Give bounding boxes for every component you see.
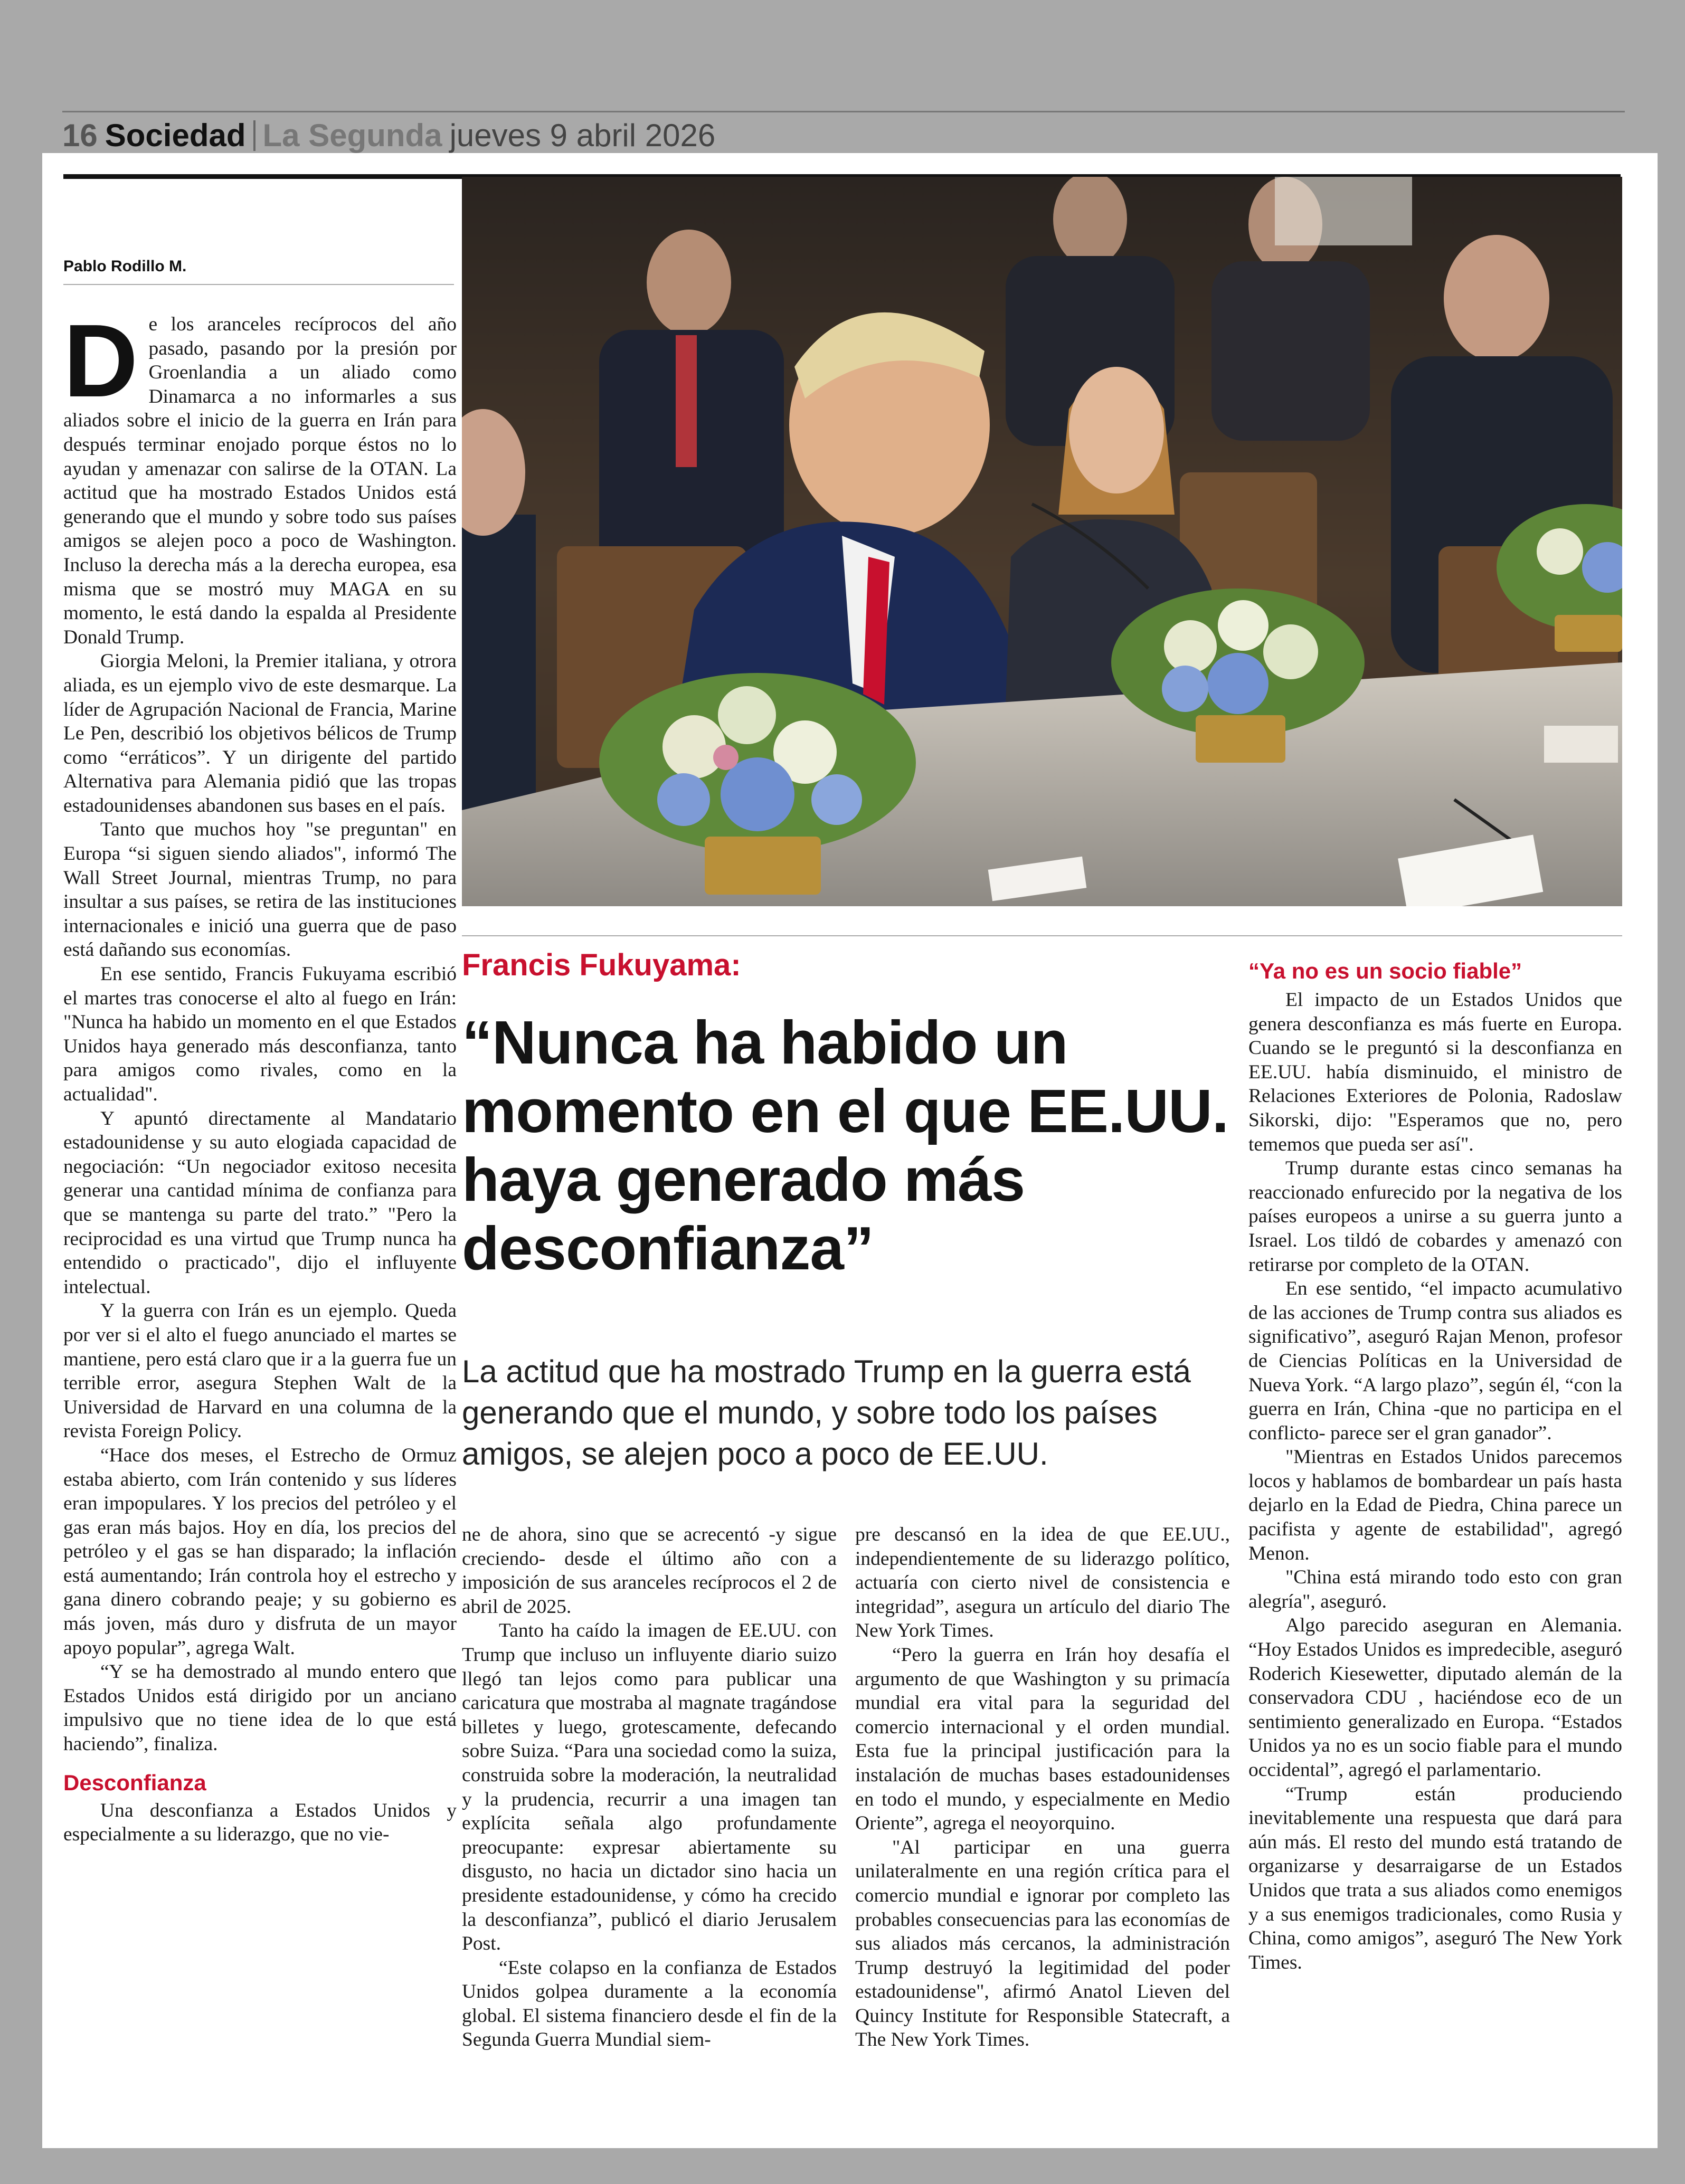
subhead-desconfianza: Desconfianza <box>63 1770 206 1795</box>
publication-name: La Segunda <box>262 118 442 153</box>
paragraph: Tanto que muchos hoy "se preguntan" en Europa “si siguen siendo aliados", informó The Wall Street Journal, mientras Trump, no para insultar a sus países, se retira de las instituciones internacionales e inició una guerra que de paso está dañando sus economías. <box>63 819 457 961</box>
lead-paragraph <box>63 312 457 649</box>
paragraph: En ese sentido, “el impacto acumulativo de las acciones de Trump contra sus aliados es significativo”, aseguró Rajan Menon, profesor de Ciencias Políticas en la Universidad de Nueva York. “A largo plazo”, según él, “con la guerra en Irán, China -que no participa en el conflicto- parece ser el gran ganador”. <box>1248 1278 1622 1444</box>
column-1 <box>63 312 457 2049</box>
deck: La actitud que ha mostrado Trump en la guerra está generando que el mundo, y sobre todo los países amigos, se alejen poco a poco de EE.UU. <box>462 1354 1191 1471</box>
paragraph: "Mientras en Estados Unidos parecemos locos y hablamos de bombardear un país hasta dejarlo en la Edad de Piedra, China parece un pacifista y agente de estabilidad", agregó Menon. <box>1248 1446 1622 1564</box>
column-4 <box>1248 955 1622 2053</box>
byline-rule <box>63 284 454 285</box>
newspaper-page <box>42 153 1658 2148</box>
byline: Pablo Rodillo M. <box>63 258 187 275</box>
headline: “Nunca ha habido un momento en el que EE.UU. haya generado más desconfianza” <box>462 1008 1228 1283</box>
section-name: Sociedad <box>105 118 246 153</box>
attendee-left <box>462 409 536 831</box>
paragraph: “Hace dos meses, el Estrecho de Ormuz estaba abierto, com Irán contenido y sus líderes eran impopulares. Y los precios del petróleo y el gas eran más bajos. Hoy en día, los precios del petróleo y el gas se han disparado; la inflación está aumentando; Irán controla hoy el estrecho y gana dinero cobrando peaje; y su gobierno es más joven, más duro y disfruta de un mayor apoyo popular”, agrega Walt. <box>63 1444 457 1659</box>
paragraph: Trump durante estas cinco semanas ha reaccionado enfurecido por la negativa de los países europeos a unirse a su guerra junto a Israel. Los tildó de cobardes y amenazó con retirarse por completo de la OTAN. <box>1248 1157 1622 1276</box>
paragraph: "Al participar en una guerra unilateralmente en una región crítica para el comercio mundial e ignorar por completo las probables consecuencias para las economías de sus aliados más cercanos, la administración Trump destruyó la legitimidad del poder estadounidense", afirmó Anatol Lieven del Quincy Institute for Responsible Statecraft, a The New York Times. <box>855 1836 1230 2050</box>
paragraph: ne de ahora, sino que se acrecentó -y sigue creciendo- desde el último año con a imposición de sus aranceles recíprocos el 2 de abril de 2025. <box>462 1524 837 1618</box>
page-header <box>62 117 715 154</box>
paragraph: "China está mirando todo esto con gran alegría", aseguró. <box>1248 1566 1622 1612</box>
paragraph: En ese sentido, Francis Fukuyama escribió el martes tras conocerse el alto al fuego en Irán: "Nunca ha habido un momento en el que Estados Unidos haya generado más desconfianza, tanto para amigos como rivales, como en la actualidad". <box>63 963 457 1105</box>
paragraph: El impacto de un Estados Unidos que genera desconfianza es más fuerte en Europa. Cuando se le preguntó si la desconfianza en EE.UU. había disminuido, el ministro de Relaciones Exteriores de Polonia, Radoslaw Sikorski, dijo: "Esperamos que no, pero tememos que pueda ser así". <box>1248 989 1622 1155</box>
column-2 <box>462 1523 837 2050</box>
header-rule <box>62 111 1625 112</box>
dropcap: D <box>63 312 138 419</box>
subhead-socio-fiable: “Ya no es un socio fiable” <box>1248 958 1522 983</box>
issue-date: jueves 9 abril 2026 <box>449 118 716 153</box>
paragraph: “Este colapso en la confianza de Estados Unidos golpea duramente a la economía global. El sistema financiero desde el fin de la Segunda Guerra Mundial siem- <box>462 1957 837 2050</box>
paragraph: “Trump están produciendo inevitablemente una respuesta que dará para aún más. El resto del mundo está tratando de organizarse y desarraigarse de un Estados Unidos que trata a sus aliados como enemigos y a sus enemigos tradicionales, como Rusia y China, como amigos”, aseguró The New York Times. <box>1248 1783 1622 1973</box>
kicker: Francis Fukuyama: <box>462 948 741 982</box>
photo-rule <box>462 935 1622 936</box>
paragraph: pre descansó en la idea de que EE.UU., independientemente de su liderazgo político, actuaría con cierto nivel de consistencia e integridad”, asegura un artículo del diario The New York Times. <box>855 1524 1230 1642</box>
lead-text: e los aranceles recíprocos del año pasado, pasando por la presión por Groenlandia a un aliado como Dinamarca a no informarles a sus aliados sobre el inicio de la guerra en Irán para después terminar enojado porque éstos no lo ayudan y amenazar con salirse de la OTAN. La actitud que ha mostrado Estados Unidos está generando que el mundo y sobre todo sus países amigos se alejen poco a poco de Washington. Incluso la derecha más a la derecha europea, esa misma que se mostró muy MAGA en su momento, le está dando la espalda al Presidente Donald Trump. <box>63 314 457 648</box>
column-3 <box>855 1523 1230 2050</box>
paragraph: Una desconfianza a Estados Unidos y especialmente a su liderazgo, que no vie- <box>63 1799 457 1846</box>
lead-photo <box>462 177 1622 906</box>
paragraph: Algo parecido aseguran en Alemania. “Hoy Estados Unidos es impredecible, aseguró Roderich Kiesewetter, diputado alemán de la conservadora CDU , haciéndose eco de un sentimiento generalizado en Europa. “Estados Unidos ya no es un socio fiable para el mundo occidental”, agregó el parlamentario. <box>1248 1615 1622 1781</box>
page-number: 16 <box>62 118 98 153</box>
paragraph: Giorgia Meloni, la Premier italiana, y otrora aliada, es un ejemplo vivo de este desmarque. La líder de Agrupación Nacional de Francia, Marine Le Pen, describió los objetivos bélicos de Trump como “erráticos”. Y un dirigente del partido Alternativa para Alemania pidió que las tropas estadounidenses abandonen sus bases en el país. <box>63 650 457 816</box>
paragraph: Y apuntó directamente al Mandatario estadounidense y su auto elogiada capacidad de negociación: “Un negociador exitoso necesita generar una cantidad mínima de confianza para que se mantenga su parte del trato.” "Pero la reciprocidad es una virtud que Trump nunca ha entendido o practicado", dijo el influyente intelectual. <box>63 1107 457 1298</box>
paragraph: Tanto ha caído la imagen de EE.UU. con Trump que incluso un influyente diario suizo llegó tan lejos como para publicar una caricatura que mostraba al magnate tragándose billetes y luego, grotescamente, defecando sobre Suiza. “Para una sociedad como la suiza, construida sobre la moderación, la neutralidad y la prudencia, recurrir a una imagen tan explícita señala algo profundamente preocupante: expresar abiertamente su disgusto, no hacia un dictador sino hacia un presidente estadounidense, y cómo ha crecido la desconfianza”, publicó el diario Jerusalem Post. <box>462 1620 837 1955</box>
paragraph: Y la guerra con Irán es un ejemplo. Queda por ver si el alto el fuego anunciado el martes se mantiene, pero está claro que ir a la guerra fue un terrible error, asegura Stephen Walt de la Universidad de Harvard en una columna de la revista Foreign Policy. <box>63 1300 457 1442</box>
paragraph: “Pero la guerra en Irán hoy desafía el argumento de que Washington y su primacía mundial era vital para la seguridad del comercio internacional y el orden mundial. Esta fue la principal justificación para la instalación de muchas bases estadounidenses en todo el mundo, y especialmente en Medio Oriente”, agrega el neoyorquino. <box>855 1644 1230 1835</box>
header-separator <box>253 120 255 151</box>
paragraph: “Y se ha demostrado al mundo entero que Estados Unidos está dirigido por un anciano impulsivo que no tiene idea de lo que está haciendo”, finaliza. <box>63 1661 457 1755</box>
